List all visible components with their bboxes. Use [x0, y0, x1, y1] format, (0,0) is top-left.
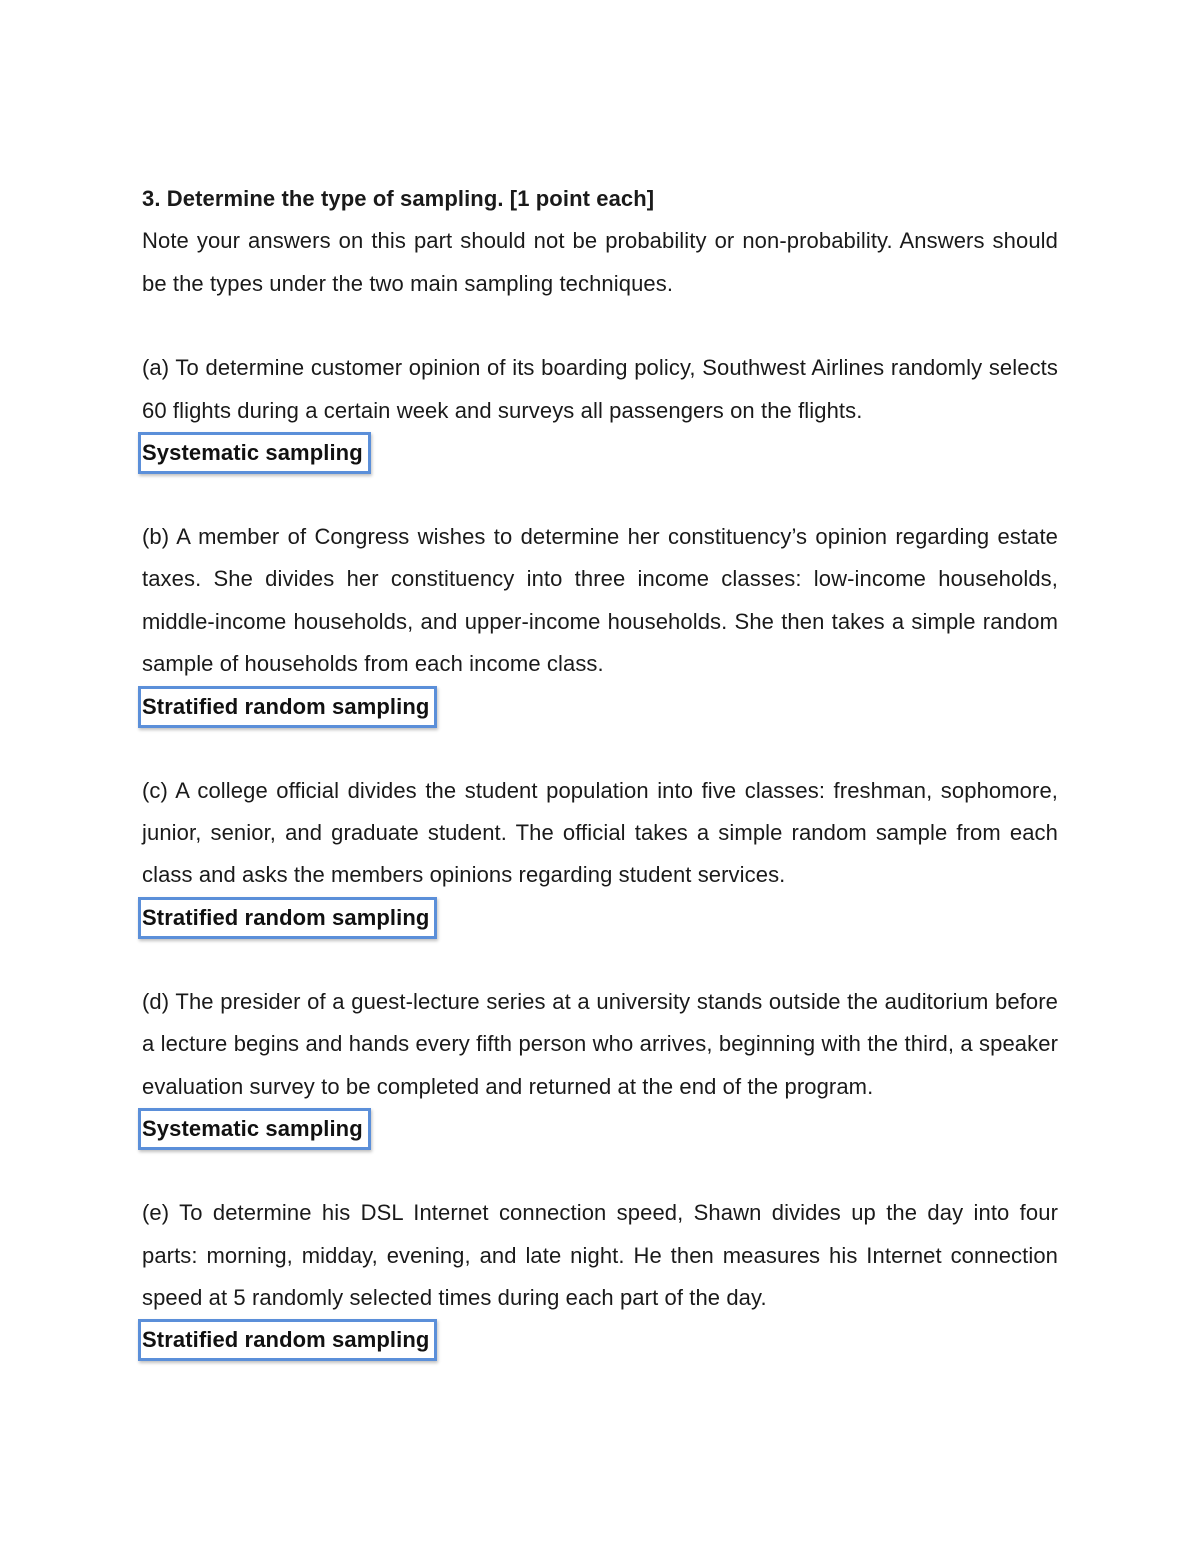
answer-box-d: Systematic sampling: [138, 1108, 371, 1150]
document-content: [142, 178, 1058, 1361]
question-c: (c) A college official divides the student population into five classes: freshman, sophomore, junior, senior, and graduate student. The official takes a simple random sample from each class and asks the members opinions regarding student services.: [142, 777, 1058, 888]
answer-box-c: Stratified random sampling: [138, 897, 437, 939]
question-b: (b) A member of Congress wishes to determine her constituency’s opinion regarding estate taxes. She divides her constituency into three income classes: low-income households, middle-income households, and upper-income households. She then takes a simple random sample of households from each income class.: [142, 524, 1058, 677]
answer-box-e: Stratified random sampling: [138, 1319, 437, 1361]
section-heading: 3. Determine the type of sampling. [1 point each]: [142, 186, 655, 211]
instructions-note: Note your answers on this part should not be probability or non-probability. Answers should be the types under the two main sampling techniques.: [142, 228, 1058, 296]
question-d: (d) The presider of a guest-lecture series at a university stands outside the auditorium before a lecture begins and hands every fifth person who arrives, beginning with the third, a speaker evaluation survey to be completed and returned at the end of the program.: [142, 988, 1058, 1099]
question-a: (a) To determine customer opinion of its boarding policy, Southwest Airlines randomly selects 60 flights during a certain week and surveys all passengers on the flights.: [142, 355, 1058, 423]
answer-box-a: Systematic sampling: [138, 432, 371, 474]
question-e: (e) To determine his DSL Internet connection speed, Shawn divides up the day into four parts: morning, midday, evening, and late night. He then measures his Internet connection speed at 5 randomly selected times during each part of the day.: [142, 1200, 1058, 1310]
answer-box-b: Stratified random sampling: [138, 686, 437, 728]
